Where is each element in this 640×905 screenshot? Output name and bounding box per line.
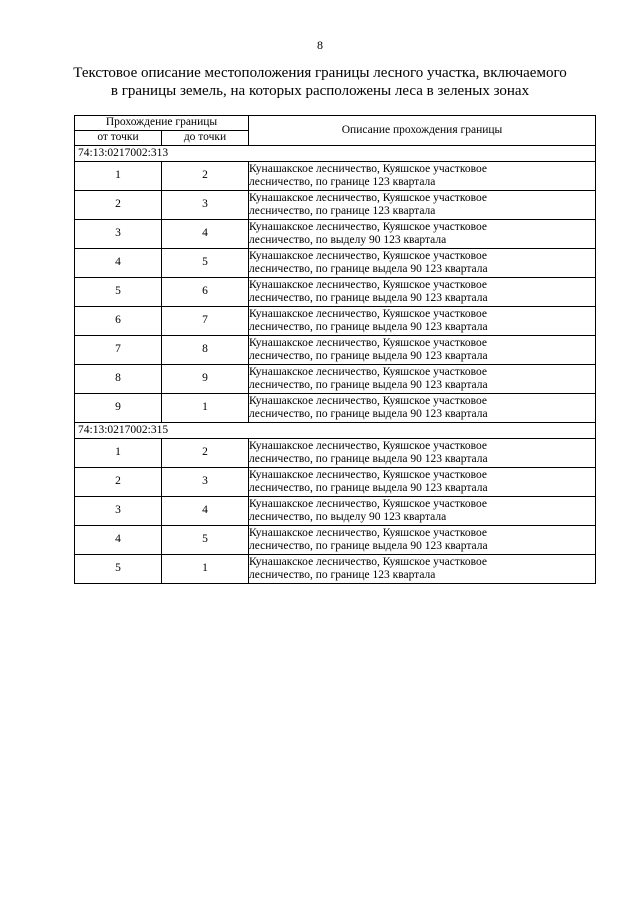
description-line-1: Кунашакское лесничество, Куяшское участковое: [249, 526, 488, 539]
to-point-cell: 8: [162, 336, 249, 365]
parcel-row: [75, 423, 596, 439]
table-row: [75, 394, 596, 423]
description-line-2: лесничество, по границе 123 квартала: [249, 569, 436, 581]
description-line-2: лесничество, по границе выдела 90 123 квартала: [249, 540, 488, 552]
table-row: [75, 555, 596, 584]
table-row: [75, 497, 596, 526]
description-line-2: лесничество, по границе 123 квартала: [249, 205, 436, 217]
from-point-cell: 5: [75, 555, 162, 584]
header-description: Описание прохождения границы: [249, 116, 596, 146]
table-row: [75, 307, 596, 336]
from-point-cell: 4: [75, 526, 162, 555]
description-line-1: Кунашакское лесничество, Куяшское участковое: [249, 336, 488, 349]
description-cell: [249, 307, 596, 336]
parcel-cadastral-number: 74:13:0217002:315: [75, 423, 596, 439]
boundary-table: [74, 115, 596, 584]
to-point-cell: 1: [162, 555, 249, 584]
description-line-2: лесничество, по границе выдела 90 123 квартала: [249, 453, 488, 465]
header-boundary-passage: Прохождение границы: [75, 116, 249, 131]
description-cell: [249, 555, 596, 584]
table-row: [75, 365, 596, 394]
table-row: [75, 468, 596, 497]
from-point-cell: 5: [75, 278, 162, 307]
description-line-1: Кунашакское лесничество, Куяшское участковое: [249, 555, 488, 568]
description-cell: [249, 249, 596, 278]
table-row: [75, 162, 596, 191]
description-line-1: Кунашакское лесничество, Куяшское участковое: [249, 394, 488, 407]
document-title: [60, 64, 580, 100]
description-line-2: лесничество, по границе выдела 90 123 квартала: [249, 408, 488, 420]
table-body: [75, 146, 596, 584]
description-line-1: Кунашакское лесничество, Куяшское участковое: [249, 468, 488, 481]
description-line-2: лесничество, по границе выдела 90 123 квартала: [249, 482, 488, 494]
description-cell: [249, 162, 596, 191]
description-line-2: лесничество, по выделу 90 123 квартала: [249, 234, 447, 246]
to-point-cell: 5: [162, 249, 249, 278]
description-cell: [249, 191, 596, 220]
description-cell: [249, 278, 596, 307]
description-line-2: лесничество, по границе выдела 90 123 квартала: [249, 263, 488, 275]
to-point-cell: 7: [162, 307, 249, 336]
description-line-2: лесничество, по границе выдела 90 123 квартала: [249, 321, 488, 333]
description-line-2: лесничество, по границе выдела 90 123 квартала: [249, 350, 488, 362]
from-point-cell: 8: [75, 365, 162, 394]
from-point-cell: 1: [75, 162, 162, 191]
description-line-1: Кунашакское лесничество, Куяшское участковое: [249, 191, 488, 204]
table-row: [75, 220, 596, 249]
description-cell: [249, 497, 596, 526]
description-line-1: Кунашакское лесничество, Куяшское участковое: [249, 307, 488, 320]
to-point-cell: 4: [162, 220, 249, 249]
table-row: [75, 439, 596, 468]
to-point-cell: 6: [162, 278, 249, 307]
parcel-row: [75, 146, 596, 162]
from-point-cell: 3: [75, 220, 162, 249]
description-line-1: Кунашакское лесничество, Куяшское участковое: [249, 220, 488, 233]
to-point-cell: 2: [162, 439, 249, 468]
description-cell: [249, 220, 596, 249]
description-line-1: Кунашакское лесничество, Куяшское участковое: [249, 162, 488, 175]
description-line-2: лесничество, по границе выдела 90 123 квартала: [249, 379, 488, 391]
table-row: [75, 278, 596, 307]
description-line-2: лесничество, по границе 123 квартала: [249, 176, 436, 188]
page-number: 8: [317, 38, 323, 52]
table-row: [75, 336, 596, 365]
description-cell: [249, 439, 596, 468]
to-point-cell: 1: [162, 394, 249, 423]
from-point-cell: 6: [75, 307, 162, 336]
header-to-point: до точки: [162, 131, 249, 146]
description-line-1: Кунашакское лесничество, Куяшское участковое: [249, 439, 488, 452]
description-line-2: лесничество, по границе выдела 90 123 квартала: [249, 292, 488, 304]
to-point-cell: 2: [162, 162, 249, 191]
title-line-1: Текстовое описание местоположения границы лесного участка, включаемого: [73, 65, 567, 81]
table-row: [75, 191, 596, 220]
from-point-cell: 9: [75, 394, 162, 423]
to-point-cell: 3: [162, 191, 249, 220]
description-line-1: Кунашакское лесничество, Куяшское участковое: [249, 497, 488, 510]
description-line-1: Кунашакское лесничество, Куяшское участковое: [249, 278, 488, 291]
table-row: [75, 249, 596, 278]
description-cell: [249, 365, 596, 394]
from-point-cell: 3: [75, 497, 162, 526]
title-line-2: в границы земель, на которых расположены леса в зеленых зонах: [110, 83, 530, 99]
description-cell: [249, 336, 596, 365]
description-line-1: Кунашакское лесничество, Куяшское участковое: [249, 365, 488, 378]
description-cell: [249, 394, 596, 423]
to-point-cell: 5: [162, 526, 249, 555]
description-line-2: лесничество, по выделу 90 123 квартала: [249, 511, 447, 523]
to-point-cell: 9: [162, 365, 249, 394]
description-cell: [249, 526, 596, 555]
header-from-point: от точки: [75, 131, 162, 146]
table-row: [75, 526, 596, 555]
to-point-cell: 4: [162, 497, 249, 526]
from-point-cell: 4: [75, 249, 162, 278]
from-point-cell: 2: [75, 468, 162, 497]
from-point-cell: 1: [75, 439, 162, 468]
from-point-cell: 2: [75, 191, 162, 220]
description-cell: [249, 468, 596, 497]
description-line-1: Кунашакское лесничество, Куяшское участковое: [249, 249, 488, 262]
to-point-cell: 3: [162, 468, 249, 497]
from-point-cell: 7: [75, 336, 162, 365]
parcel-cadastral-number: 74:13:0217002:313: [75, 146, 596, 162]
